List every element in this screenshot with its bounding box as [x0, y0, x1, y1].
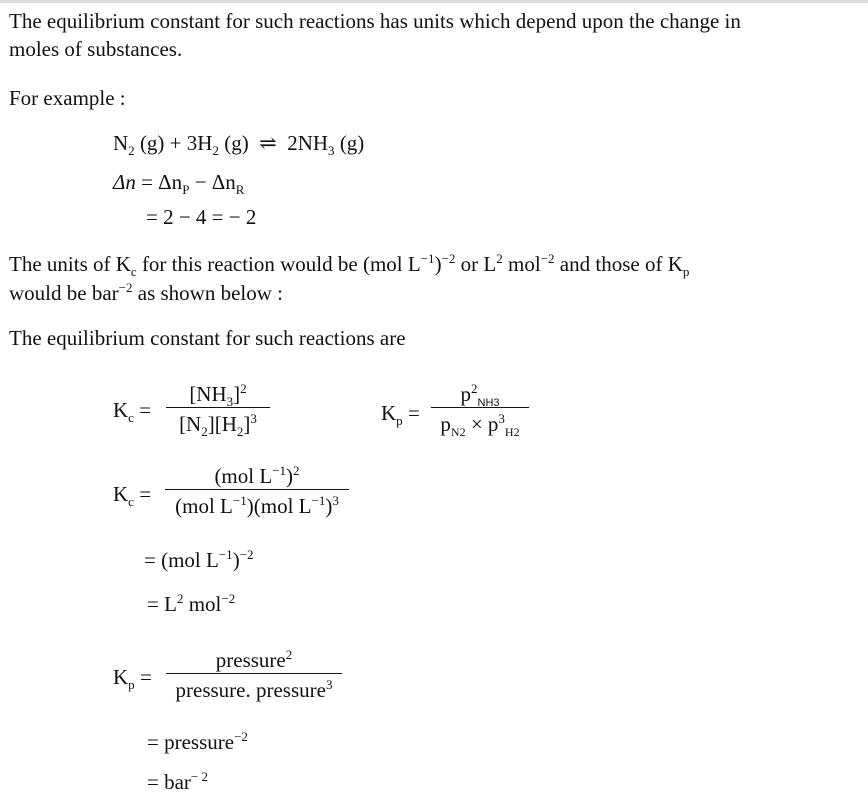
kc1-denominator: $[N_2][H_2]^3$: [166, 407, 270, 437]
kc1-eq: =: [139, 398, 152, 422]
kc2-denominator: (mol $L^{-1})(mol$ $L^{-1})^3$: [165, 489, 349, 519]
kp2-denominator: pressure. pressure$^3$: [166, 673, 342, 703]
delta-r-sub: R: [235, 182, 245, 198]
units-kp-sub: p: [682, 264, 690, 280]
units-text-5: mol: [502, 252, 541, 276]
kc1-sub: c: [128, 410, 134, 426]
kp2-numerator: pressure$^2$: [215, 647, 293, 672]
kc2-sub: c: [128, 494, 134, 510]
units-sup-1: −1: [420, 251, 435, 266]
kp2-sub: p: [128, 677, 135, 693]
units-text-3: ): [434, 252, 442, 276]
example-label: For example :: [9, 86, 126, 110]
kp2-fraction: [166, 648, 342, 703]
constant-text: The equilibrium constant for such reactions are: [9, 326, 406, 350]
delta-n-result: = 2 − 4 = − 2: [146, 205, 257, 229]
kp1-denominator: $p_{N2} \times p^3_{H2}$: [431, 407, 529, 437]
kc2-k: K: [113, 482, 129, 506]
kc2-result-1: = (mol $L^{-1})^{-2}$: [144, 547, 254, 572]
kc2-numerator: (mol $L^{-1})^2$: [214, 463, 300, 488]
delta-minus: − Δn: [189, 170, 236, 194]
reaction-nh3-sub: 3: [328, 143, 335, 159]
intro-line-2: moles of substances.: [9, 36, 183, 61]
units-line2-sup: −2: [118, 279, 133, 295]
kc2-fraction: [165, 464, 349, 519]
reaction-product-state: (g): [334, 131, 365, 155]
units-paragraph: [9, 250, 859, 308]
kp1-label: [381, 401, 420, 429]
kc2-label: [113, 482, 152, 510]
kc1-k: K: [113, 398, 129, 422]
kp2-result-1: = pressure$^{-2}$: [147, 729, 248, 754]
units-line2-b: as shown below :: [132, 280, 283, 305]
units-line2-a: would be bar: [9, 280, 119, 305]
units-text-4: or L: [455, 252, 497, 276]
top-border: [0, 0, 868, 3]
units-text-1: The units of K: [9, 252, 131, 276]
kp1-numerator: $p^2_{NH3}$: [460, 381, 500, 410]
reaction-h2-sub: 2: [212, 143, 219, 159]
units-sup-3: 2: [496, 251, 503, 266]
units-text-2: for this reaction would be (mol L: [136, 252, 421, 276]
units-sup-4: −2: [540, 251, 555, 266]
kp1-k: K: [381, 401, 397, 425]
kp2-eq: =: [139, 665, 152, 689]
kc2-eq: =: [139, 482, 152, 506]
equilibrium-arrow-icon: ⇌: [259, 131, 277, 155]
kc2-result-2: = $L^2$ mol$^{-2}$: [147, 591, 236, 616]
units-kc-sub: c: [130, 264, 137, 280]
units-sup-2: −2: [441, 251, 456, 266]
reaction-equation: [113, 131, 365, 159]
kp2-label: [113, 665, 152, 693]
kp2-result-2: = bar$^{- 2}$: [147, 769, 209, 794]
kp1-eq: =: [407, 401, 420, 425]
kc1-label: [113, 398, 152, 426]
kp1-sub: p: [396, 413, 403, 429]
kp2-k: K: [113, 665, 129, 689]
reaction-n2: N: [113, 131, 129, 155]
reaction-product: 2NH: [281, 131, 329, 155]
kc1-fraction: [166, 381, 270, 440]
reaction-n2-sub: 2: [128, 143, 135, 159]
intro-paragraph: [9, 8, 859, 63]
delta-n-lhs: Δn: [113, 170, 136, 194]
kc1-numerator: $[NH_3]^2$: [189, 381, 247, 410]
reaction-h2-state: (g): [218, 131, 254, 155]
reaction-n2-state: (g) + 3H: [134, 131, 213, 155]
delta-p-sub: P: [182, 182, 190, 198]
units-text-6: and those of K: [554, 252, 683, 276]
delta-n-line: [113, 170, 245, 198]
intro-line-1: The equilibrium constant for such reactions has units which depend upon the change in: [9, 9, 741, 33]
delta-n-rhs: = Δn: [135, 170, 183, 194]
kp1-fraction: [431, 381, 529, 440]
